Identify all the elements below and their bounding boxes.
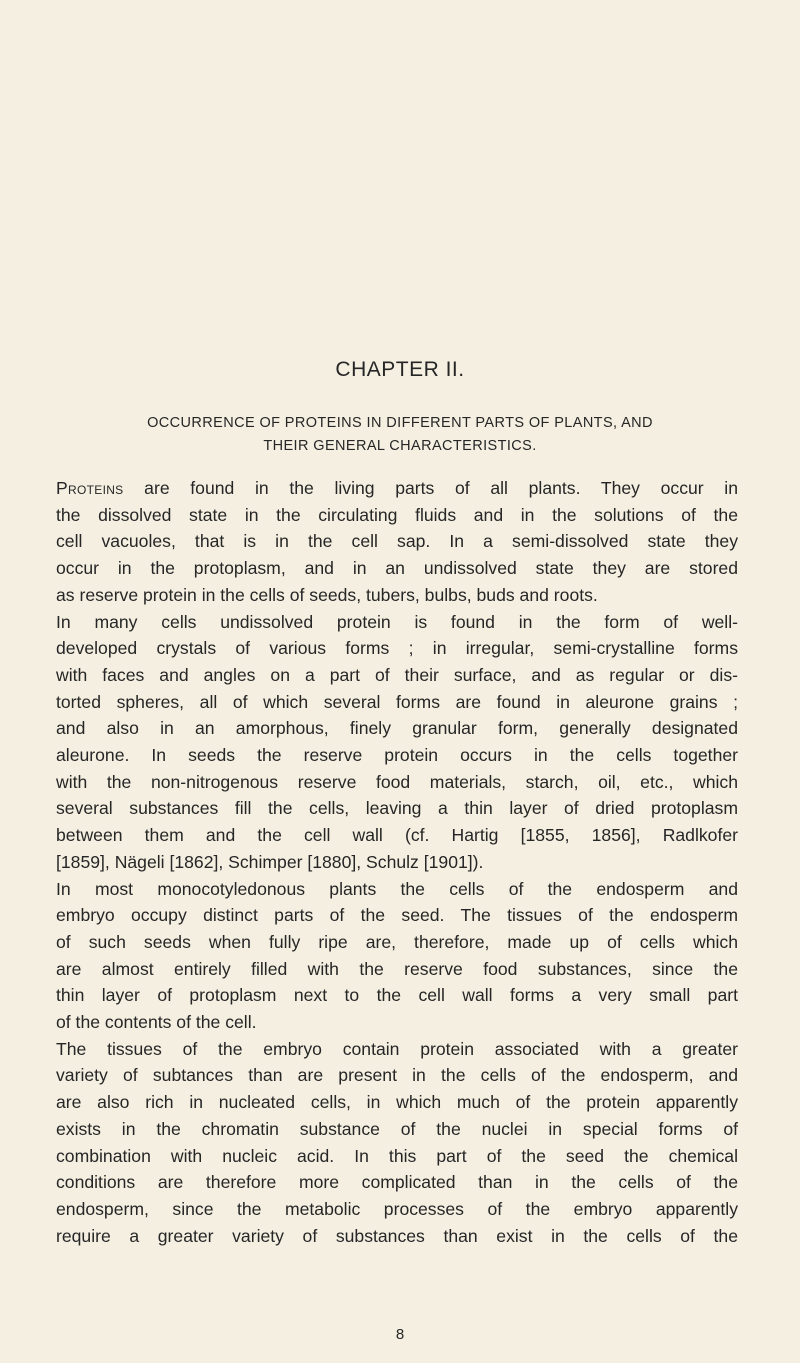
section-title-line-1: OCCURRENCE OF PROTEINS IN DIFFERENT PARTS OF PLANTS, AND [147, 415, 653, 431]
text-line: and also in an amorphous, finely granular form, generally designated [56, 718, 738, 739]
text-line: exists in the chromatin substance of the nuclei in special forms of [56, 1118, 738, 1139]
paragraph-4 [56, 1036, 738, 1250]
chapter-heading: CHAPTER II. [335, 358, 465, 381]
text-line: aleurone. In seeds the reserve protein occurs in the cells together [56, 745, 738, 766]
paragraph-1 [56, 475, 738, 609]
text-line: between them and the cell wall (cf. Hartig [1855, 1856], Radlkofer [56, 825, 738, 846]
text-line: endosperm, since the metabolic processes of the embryo apparently [56, 1198, 738, 1219]
text-line: several substances fill the cells, leaving a thin layer of dried protoplasm [56, 798, 738, 819]
text-line: require a greater variety of substances than exist in the cells of the [56, 1225, 738, 1246]
page-number: 8 [395, 1326, 405, 1343]
text-line: In many cells undissolved protein is found in the form of well- [56, 611, 738, 632]
text-line: variety of subtances than are present in the cells of the endosperm, and [56, 1065, 738, 1086]
text-line: with faces and angles on a part of their surface, and as regular or dis- [56, 664, 738, 685]
text-line: of such seeds when fully ripe are, therefore, made up of cells which [56, 931, 738, 952]
text-line: the dissolved state in the circulating fluids and in the solutions of the [56, 504, 738, 525]
text-line: of the contents of the cell. [56, 1012, 257, 1033]
text-line: Proteins are found in the living parts of all plants. They occur in [56, 478, 738, 498]
text-line: combination with nucleic acid. In this part of the seed the chemical [56, 1145, 738, 1166]
paragraph-2 [56, 609, 738, 876]
text-line: [1859], Nägeli [1862], Schimper [1880], Schulz [1901]). [56, 851, 484, 872]
text-line: are also rich in nucleated cells, in which much of the protein apparently [56, 1092, 738, 1113]
text-line: cell vacuoles, that is in the cell sap. In a semi-dissolved state they [56, 531, 738, 552]
text-line: are almost entirely filled with the reserve food substances, since the [56, 958, 738, 979]
lead-word: Proteins [56, 478, 124, 498]
text-line: In most monocotyledonous plants the cells of the endosperm and [56, 878, 738, 899]
text-line: torted spheres, all of which several forms are found in aleurone grains ; [56, 691, 738, 712]
text-line: conditions are therefore more complicated than in the cells of the [56, 1172, 738, 1193]
section-title [60, 412, 740, 458]
text-line: as reserve protein in the cells of seeds, tubers, bulbs, buds and roots. [56, 584, 598, 605]
section-title-line-2: THEIR GENERAL CHARACTERISTICS. [263, 438, 537, 454]
text-line: thin layer of protoplasm next to the cell wall forms a very small part [56, 985, 738, 1006]
body-text [56, 475, 738, 1249]
paragraph-3 [56, 876, 738, 1036]
text-line: with the non-nitrogenous reserve food materials, starch, oil, etc., which [56, 771, 738, 792]
text-line: embryo occupy distinct parts of the seed. The tissues of the endosperm [56, 905, 738, 926]
text-line: occur in the protoplasm, and in an undissolved state they are stored [56, 558, 738, 579]
text-line: The tissues of the embryo contain protein associated with a greater [56, 1038, 738, 1059]
text-line: developed crystals of various forms ; in irregular, semi-crystalline forms [56, 638, 738, 659]
